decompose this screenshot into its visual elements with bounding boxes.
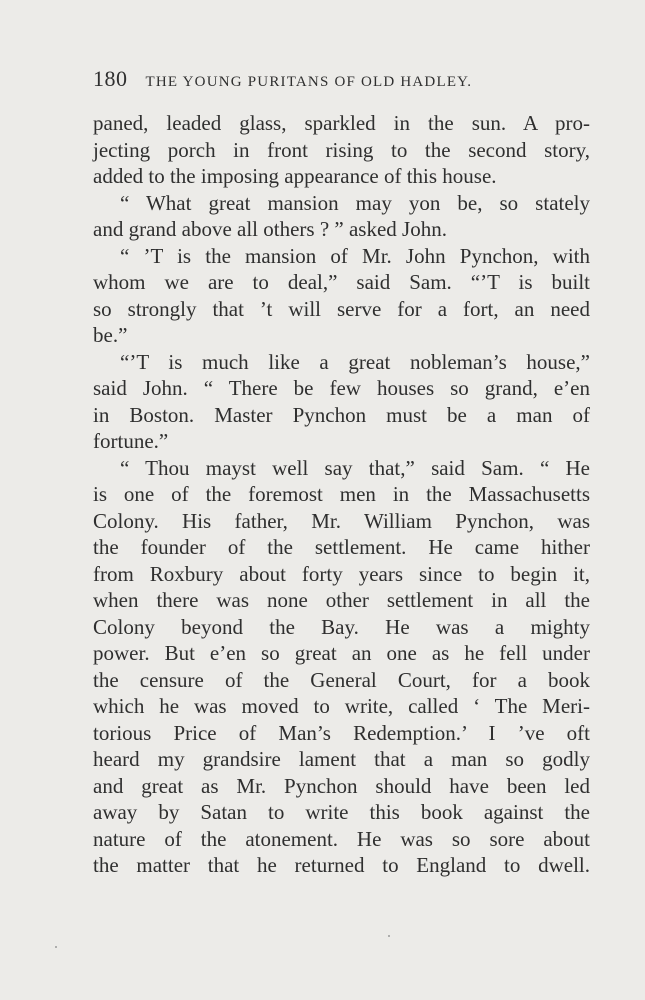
text-line: said John. “ There be few houses so grand, e’en xyxy=(93,376,590,400)
text-line: Colony. His father, Mr. William Pynchon, was xyxy=(93,508,590,533)
text-line: the matter that he returned to England to dwell. xyxy=(93,853,590,877)
paper-speck xyxy=(55,946,57,948)
text-line: the founder of the settlement. He came hither xyxy=(93,535,590,559)
text-line: jecting porch in front rising to the second story, xyxy=(93,137,590,162)
text-line: heard my grandsire lament that a man so godly xyxy=(93,747,590,771)
text-line: and grand above all others ? ” asked John. xyxy=(93,217,447,241)
text-line: “’T is much like a great nobleman’s house,” xyxy=(120,349,590,374)
text-line: power. But e’en so great an one as he fell under xyxy=(93,641,590,665)
text-line: Colony beyond the Bay. He was a mighty xyxy=(93,614,590,639)
text-line: is one of the foremost men in the Massachusetts xyxy=(93,482,590,506)
text-line: from Roxbury about forty years since to begin it, xyxy=(93,561,590,586)
text-line: torious Price of Man’s Redemption.’ I ’ve oft xyxy=(93,720,590,745)
text-line: fortune.” xyxy=(93,429,169,453)
text-line: and great as Mr. Pynchon should have been led xyxy=(93,773,590,798)
text-line: “ Thou mayst well say that,” said Sam. “ He xyxy=(120,455,590,480)
text-line: be.” xyxy=(93,323,128,347)
text-line: “ What great mansion may yon be, so stately xyxy=(120,190,590,215)
text-line: so strongly that ’t will serve for a fort, an need xyxy=(93,296,590,321)
text-line: added to the imposing appearance of this house. xyxy=(93,164,497,188)
text-line: in Boston. Master Pynchon must be a man of xyxy=(93,402,590,427)
text-line: which he was moved to write, called ‘ The Meri- xyxy=(93,694,590,718)
page-number: 180 xyxy=(93,66,128,91)
text-line: nature of the atonement. He was so sore about xyxy=(93,826,590,851)
text-line: “ ’T is the mansion of Mr. John Pynchon, with xyxy=(120,243,590,268)
text-line: the censure of the General Court, for a book xyxy=(93,667,590,692)
text-line: when there was none other settlement in all the xyxy=(93,588,590,612)
text-line: whom we are to deal,” said Sam. “’T is built xyxy=(93,270,590,294)
running-head xyxy=(93,66,593,96)
text-line: away by Satan to write this book against the xyxy=(93,800,590,824)
text-line: paned, leaded glass, sparkled in the sun. A pro- xyxy=(93,111,590,135)
body-text xyxy=(93,110,590,879)
running-head-title: THE YOUNG PURITANS OF OLD HADLEY. xyxy=(145,74,473,90)
paper-speck xyxy=(388,935,390,937)
